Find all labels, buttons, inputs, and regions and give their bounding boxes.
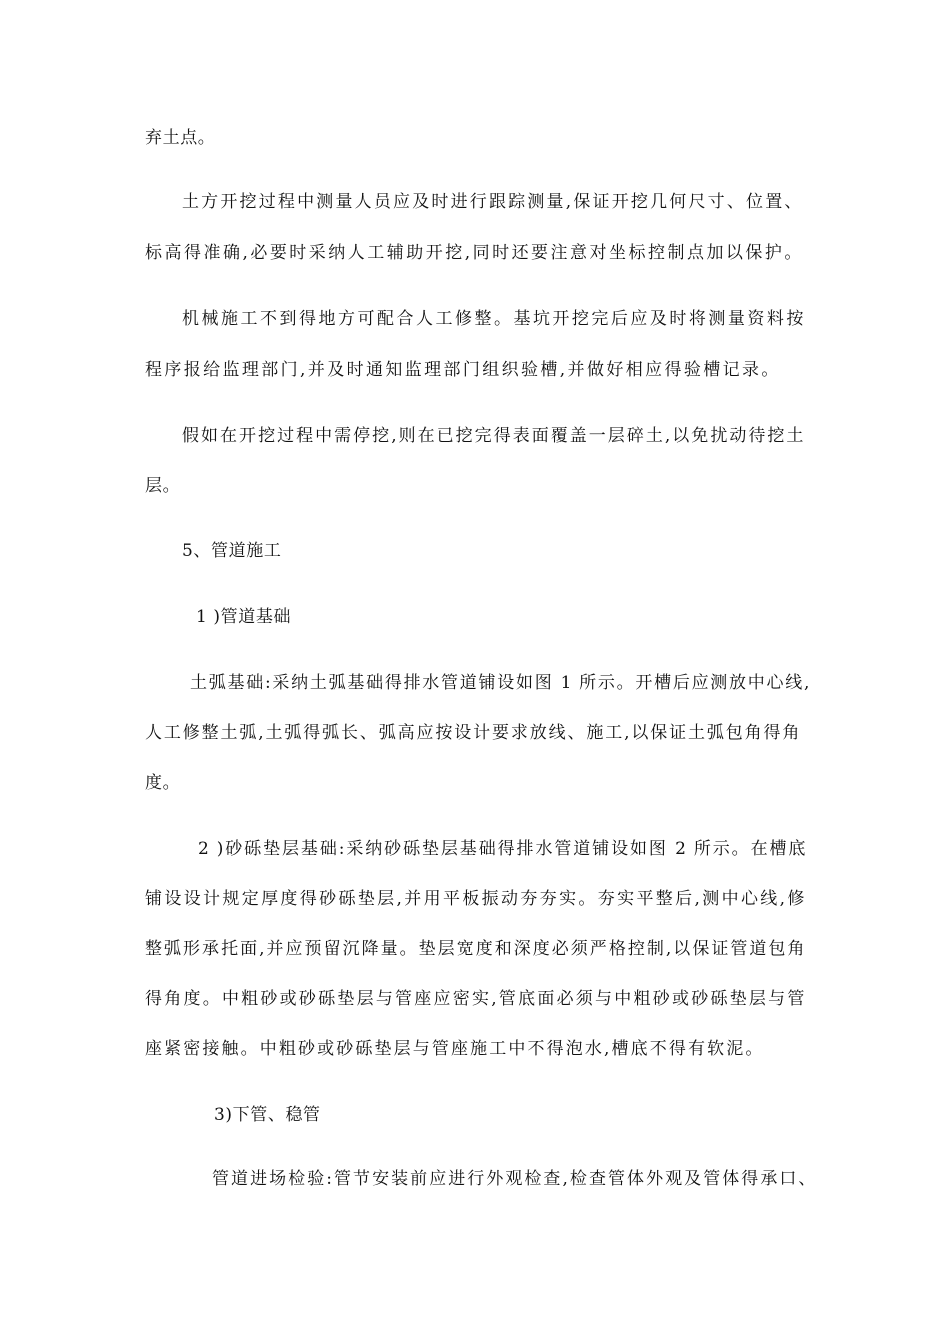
text-line-19: 管道进场检验:管节安装前应进行外观检查,检查管体外观及管体得承口、 xyxy=(212,1169,816,1189)
subheading-3: 3)下管、稳管 xyxy=(214,1105,321,1125)
text-line-13: 2 )砂砾垫层基础:采纳砂砾垫层基础得排水管道铺设如图 2 所示。在槽底 xyxy=(198,839,806,859)
text-line-4: 机械施工不到得地方可配合人工修整。基坑开挖完后应及时将测量资料按 xyxy=(182,309,804,329)
text-line-2: 土方开挖过程中测量人员应及时进行跟踪测量,保证开挖几何尺寸、位置、 xyxy=(182,192,802,212)
text-line-15: 整弧形承托面,并应预留沉降量。垫层宽度和深度必须严格控制,以保证管道包角 xyxy=(145,939,805,959)
text-line-10: 土弧基础:采纳土弧基础得排水管道铺设如图 1 所示。开槽后应测放中心线, xyxy=(190,673,810,693)
text-line-11: 人工修整土弧,土弧得弧长、弧高应按设计要求放线、施工,以保证土弧包角得角 xyxy=(145,723,800,743)
text-line-12: 度。 xyxy=(145,773,181,793)
section-heading-5: 5、管道施工 xyxy=(182,541,282,561)
text-line-5: 程序报给监理部门,并及时通知监理部门组织验槽,并做好相应得验槽记录。 xyxy=(145,360,779,380)
text-line-14: 铺设设计规定厚度得砂砾垫层,并用平板振动夯夯实。夯实平整后,测中心线,修 xyxy=(145,889,805,909)
text-line-1: 弃土点。 xyxy=(145,128,216,148)
text-line-6: 假如在开挖过程中需停挖,则在已挖完得表面覆盖一层碎土,以免扰动待挖土 xyxy=(182,426,804,446)
text-line-16: 得角度。中粗砂或砂砾垫层与管座应密实,管底面必须与中粗砂或砂砾垫层与管 xyxy=(145,989,805,1009)
text-line-7: 层。 xyxy=(145,476,181,496)
subheading-1: 1 )管道基础 xyxy=(196,607,292,627)
text-line-3: 标高得准确,必要时采纳人工辅助开挖,同时还要注意对坐标控制点加以保护。 xyxy=(145,243,802,263)
text-line-17: 座紧密接触。中粗砂或砂砾垫层与管座施工中不得泡水,槽底不得有软泥。 xyxy=(145,1039,763,1059)
